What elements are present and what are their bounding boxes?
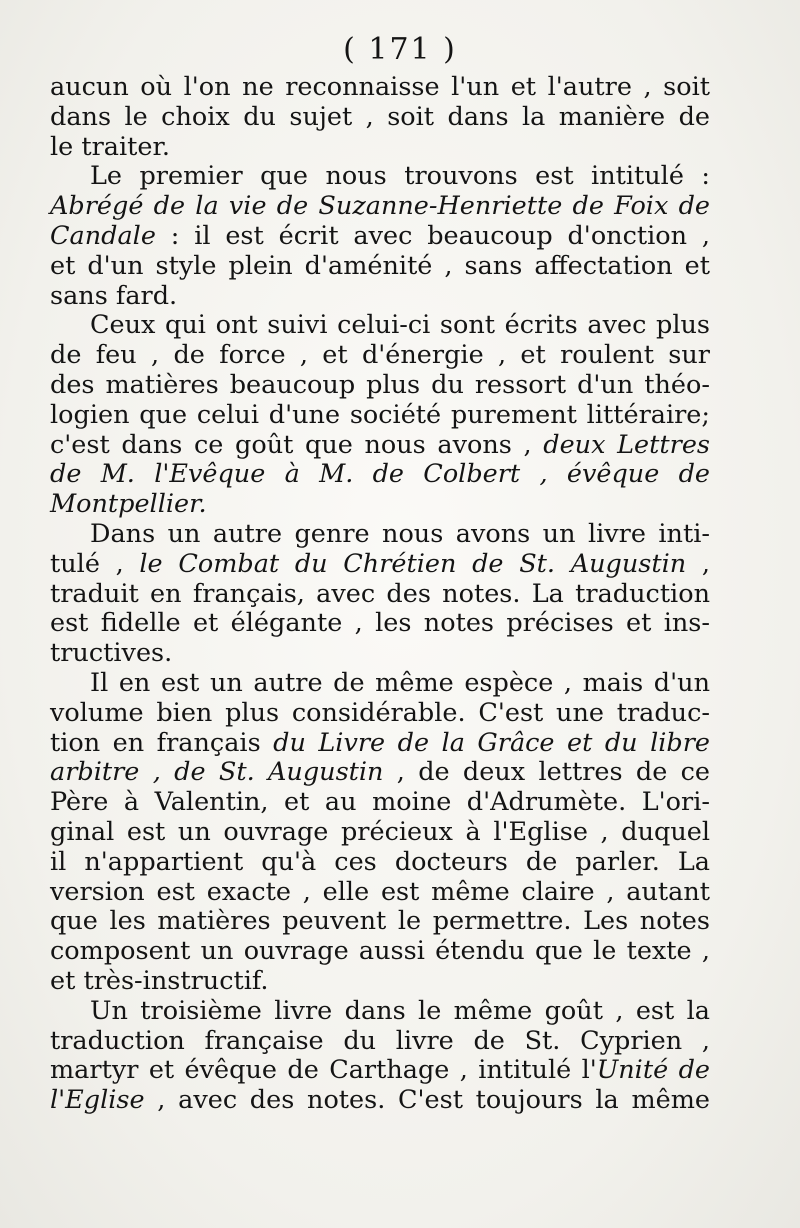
- text-line: [50, 73, 710, 103]
- italic-segment: Montpellier.: [50, 489, 207, 520]
- text-line: [50, 252, 710, 282]
- text-segment: ginal est un ouvrage précieux à l'Eglise , duquel: [50, 816, 710, 847]
- text-line: [50, 222, 710, 252]
- text-line: [50, 967, 710, 997]
- text-line: [50, 997, 710, 1027]
- text-segment: martyr et évêque de Carthage , intitulé l': [50, 1055, 597, 1086]
- text-line: [50, 699, 710, 729]
- text-line: [50, 788, 710, 818]
- text-segment: le traiter.: [50, 131, 170, 162]
- italic-segment: Candale: [50, 220, 156, 251]
- body-text: [50, 73, 710, 1116]
- text-line: [50, 371, 710, 401]
- text-segment: de feu , de force , et d'énergie , et roulent sur: [50, 340, 710, 371]
- text-segment: sans fard.: [50, 280, 178, 311]
- text-segment: logien que celui d'une société purement littéraire;: [50, 399, 710, 430]
- italic-segment: de M. l'Evêque à M. de Colbert , évêque de: [50, 459, 710, 490]
- text-segment: des matières beaucoup plus du ressort d'un théo-: [50, 369, 710, 400]
- text-line: [50, 520, 710, 550]
- text-line: [50, 609, 710, 639]
- page-number: ( 171 ): [343, 32, 457, 67]
- text-segment: Ceux qui ont suivi celui-ci sont écrits avec plus: [90, 310, 710, 341]
- text-line: [50, 729, 710, 759]
- text-line: [50, 580, 710, 610]
- text-segment: : il est écrit avec beaucoup d'onction ,: [155, 220, 710, 251]
- text-segment: , de deux lettres de ce: [383, 757, 710, 788]
- text-line: [50, 818, 710, 848]
- text-segment: c'est dans ce goût que nous avons ,: [50, 429, 544, 460]
- text-line: [50, 192, 710, 222]
- text-line: [50, 758, 710, 788]
- text-segment: , avec des notes. C'est toujours la même: [144, 1085, 710, 1116]
- text-segment: que les matières peuvent le permettre. Les notes: [50, 906, 710, 937]
- text-line: [50, 490, 710, 520]
- text-segment: et d'un style plein d'aménité , sans affectation et: [50, 250, 710, 281]
- text-segment: Un troisième livre dans le même goût , est la: [90, 995, 710, 1026]
- text-segment: Dans un autre genre nous avons un livre inti-: [90, 518, 710, 549]
- text-line: [50, 103, 710, 133]
- text-line: [50, 282, 710, 312]
- text-segment: Il en est un autre de même espèce , mais d'un: [90, 667, 710, 698]
- text-segment: tulé ,: [50, 548, 140, 579]
- text-line: [50, 848, 710, 878]
- italic-segment: Unité de: [596, 1055, 710, 1086]
- italic-segment: Abrégé de la vie de Suzanne-Henriette de Foix de: [50, 191, 710, 222]
- text-line: [50, 669, 710, 699]
- text-segment: tion en français: [50, 727, 274, 758]
- text-line: [50, 878, 710, 908]
- italic-segment: du Livre de la Grâce et du libre: [273, 727, 710, 758]
- text-line: [50, 401, 710, 431]
- text-line: [50, 639, 710, 669]
- text-segment: traduction française du livre de St. Cyprien ,: [50, 1025, 710, 1056]
- text-line: [50, 1086, 710, 1116]
- text-segment: volume bien plus considérable. C'est une traduc-: [50, 697, 710, 728]
- text-segment: il n'appartient qu'à ces docteurs de parler. La: [50, 846, 710, 877]
- text-segment: aucun où l'on ne reconnaisse l'un et l'autre , soit: [50, 72, 710, 102]
- text-segment: et très-instructif.: [50, 965, 269, 996]
- text-line: [50, 311, 710, 341]
- text-segment: Le premier que nous trouvons est intitulé :: [90, 161, 710, 192]
- text-segment: Père à Valentin, et au moine d'Adrumète. L'ori-: [50, 787, 710, 818]
- text-line: [50, 1056, 710, 1086]
- text-segment: version est exacte , elle est même claire , autant: [50, 876, 710, 907]
- text-segment: est fidelle et élégante , les notes précises et ins-: [50, 608, 710, 639]
- text-segment: composent un ouvrage aussi étendu que le texte ,: [50, 936, 710, 967]
- text-line: [50, 341, 710, 371]
- text-line: [50, 907, 710, 937]
- text-line: [50, 937, 710, 967]
- text-segment: dans le choix du sujet , soit dans la manière de: [50, 101, 710, 132]
- text-line: [50, 431, 710, 461]
- text-segment: tructives.: [50, 638, 173, 669]
- italic-segment: arbitre , de St. Augustin: [50, 757, 384, 788]
- italic-segment: le Combat du Chrétien de St. Augustin: [139, 548, 687, 579]
- text-line: [50, 550, 710, 580]
- text-line: [50, 1027, 710, 1057]
- text-line: [50, 133, 710, 163]
- text-line: [50, 162, 710, 192]
- text-segment: traduit en français, avec des notes. La traduction: [50, 578, 710, 609]
- text-line: [50, 460, 710, 490]
- italic-segment: deux Lettres: [543, 429, 710, 460]
- text-segment: ,: [686, 548, 711, 579]
- italic-segment: l'Eglise: [50, 1085, 145, 1116]
